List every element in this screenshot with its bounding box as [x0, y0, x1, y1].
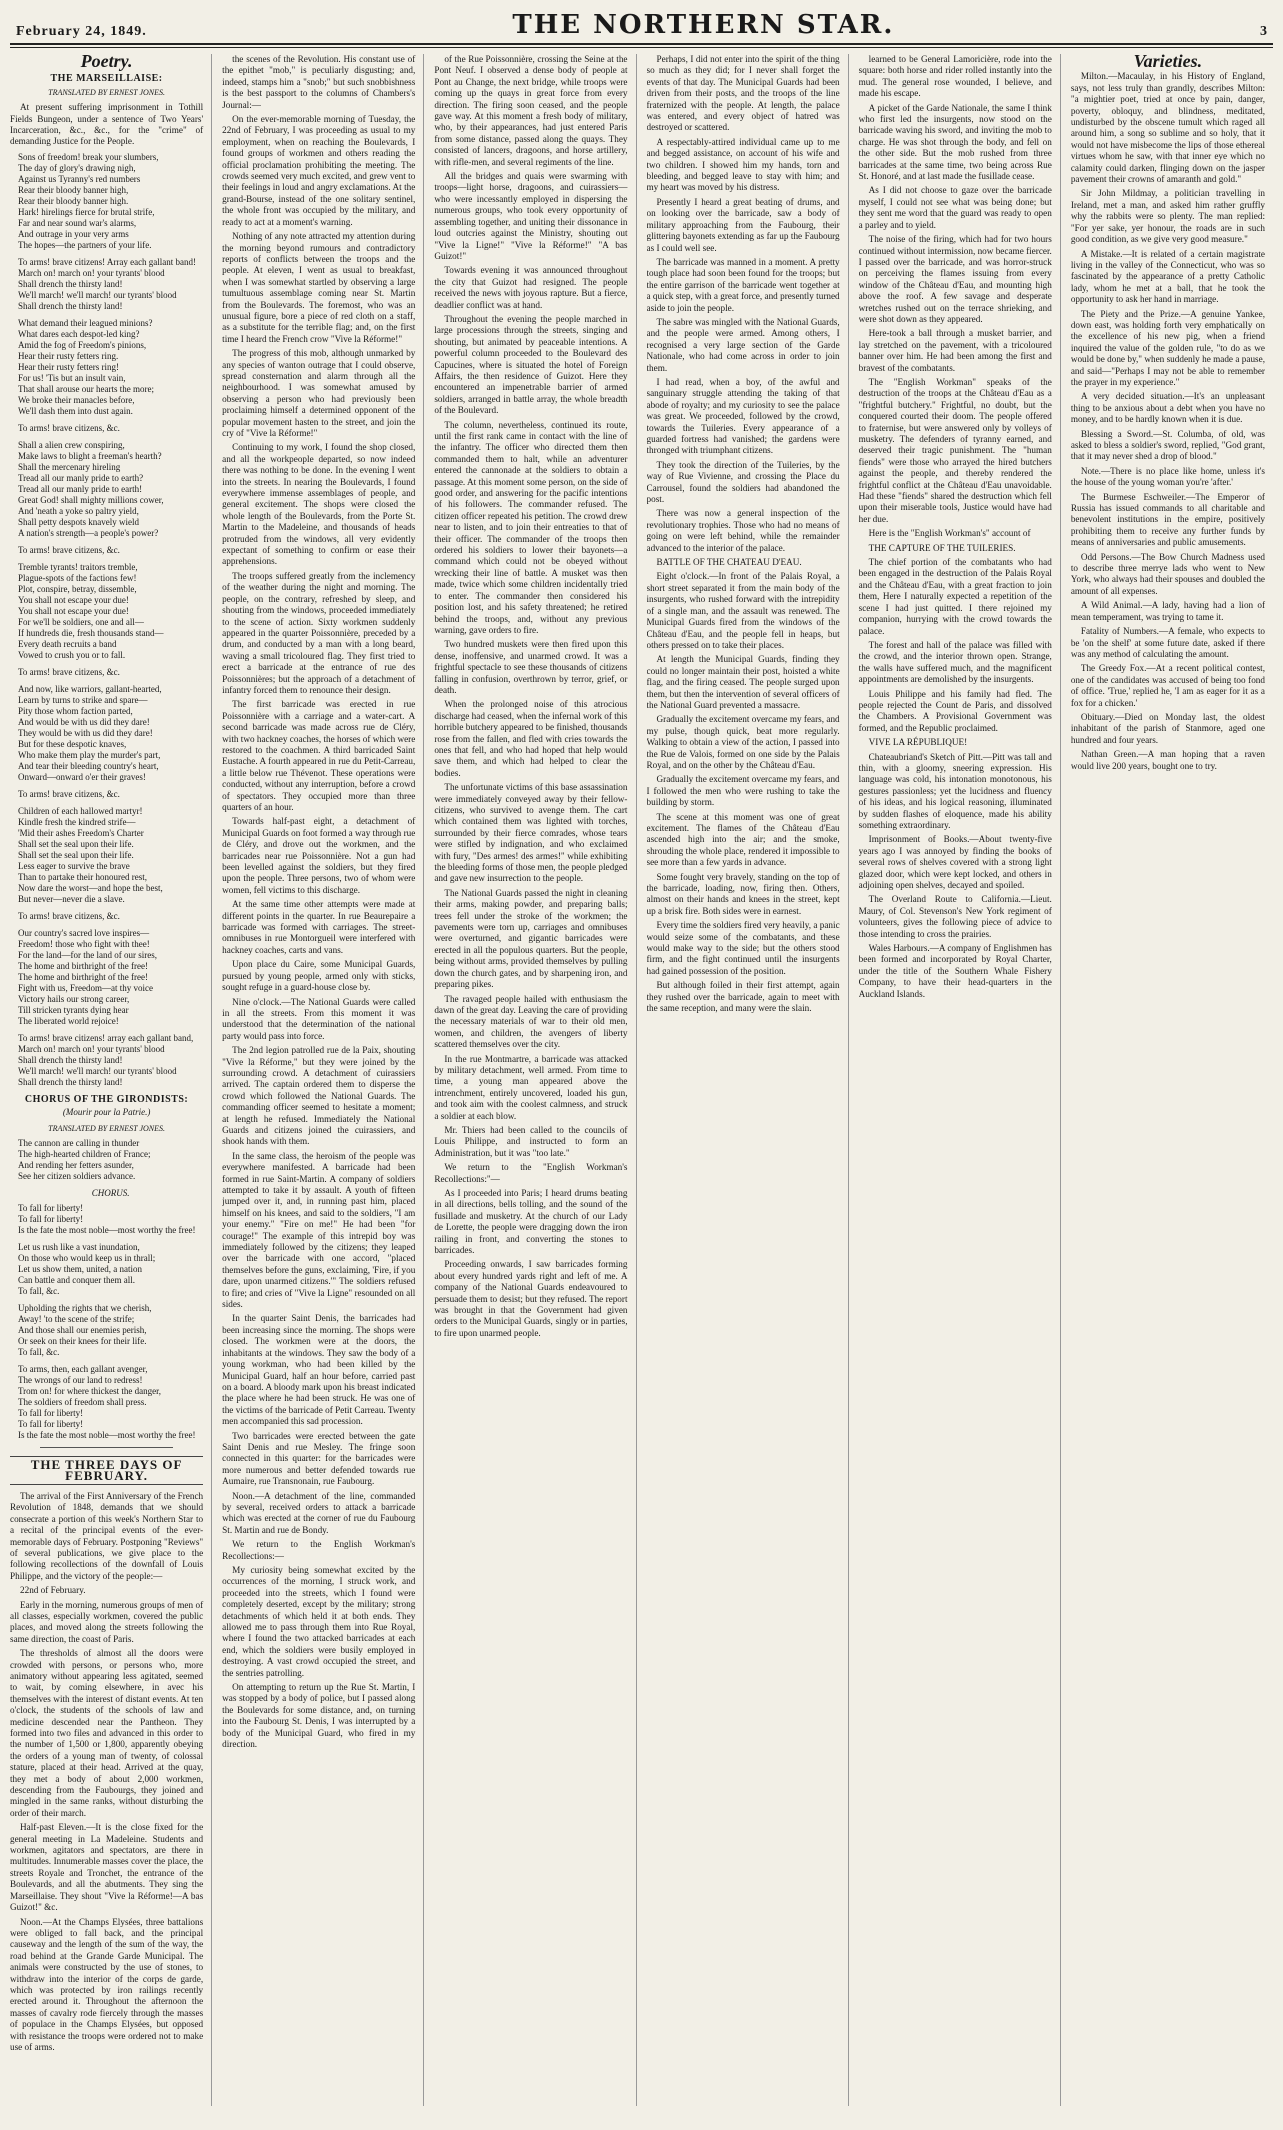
poem-line: Children of each hallowed martyr! — [18, 805, 143, 816]
poem-line: To arms! brave citizens, &c. — [18, 788, 120, 799]
columns — [10, 54, 1273, 2106]
poem-stanza — [18, 545, 203, 556]
paragraph: In the rue Montmartre, a barricade was attacked by military detachment, well armed. From time to time, a young man appeared above the intrenchment, entirely uncovered, loaded his gun, and took aim with the coolest calmness, and struck a soldier at each blow. — [434, 1053, 628, 1121]
paragraph: As I did not choose to gaze over the barricade myself, I could not see what was being done; but they sent me word that the guard was ready to open a parley and to yield. — [858, 185, 1052, 230]
poem-line: And tear their bleeding country's heart, — [18, 760, 159, 771]
poem-line: Rear their bloody banner high. — [18, 195, 129, 206]
poem-line: Victory hails our strong career, — [18, 993, 130, 1004]
poem-line: The home and birthright of the free! — [18, 960, 148, 971]
paragraph: The Overland Route to California.—Lieut. Maury, of Col. Stevenson's New York regiment of volunteers, gives the following piece of advice to those intending to cross the prairies. — [858, 894, 1052, 939]
poem-line: Less eager to survive the brave — [18, 860, 130, 871]
poem-line: Shall drench the thirsty land! — [18, 1076, 123, 1087]
paragraph: The forest and hall of the palace was filled with the crowd, and the interior thrown open. Strange, the walls have suffered much, and the magnificent appointments are demolished by the insurgents. — [858, 639, 1052, 685]
paragraph: When the prolonged noise of this atrocious discharge had ceased, when the infernal work of this horrible butchery appeared to be finished, thousands rose from the fallen, and fled with cries towards the ones that fell, and who had hoped that help would save them, and which had helped to clear the bodies. — [434, 699, 628, 778]
paragraph: The Piety and the Prize.—A genuine Yankee, down east, was holding forth very emphatically on the excellence of his new pig, when a friend inquired the value of the golden rule, "to do as we would be done by," when suddenly he made a pause, and said—"Perhaps I may not be able to remember the prayer in my experience." — [1070, 308, 1265, 387]
poem-intro: At present suffering imprisonment in Tothill Fields Bungeon, under a sentence of Two Years' Incarceration, &c., &c., for the "crime" of demanding Justice for the People. — [10, 102, 204, 147]
poem-line: Hark! hirelings fierce for brutal strife, — [18, 206, 155, 217]
column-2 — [222, 54, 424, 2106]
poem-line: The soldiers of freedom shall press. — [18, 1397, 147, 1408]
poem-line: To fall for liberty! — [18, 1408, 84, 1419]
paragraph: Nathan Green.—A man hoping that a raven would live 200 years, bought one to try. — [1070, 749, 1265, 771]
poem-line: Can battle and conquer them all. — [18, 1275, 135, 1286]
poem-line: Shall a alien crew conspiring, — [18, 439, 125, 450]
paragraph: The ravaged people hailed with enthusiasm the dawn of the great day. Leaving the care of providing the necessary materials of war to their old men, women, and children, the avengers of liberty scattered themselves over the city. — [434, 993, 628, 1050]
varieties-heading: Varieties. — [1133, 54, 1203, 71]
paragraph: My curiosity being somewhat excited by the occurrences of the morning, I struck work, and proceeded into the streets, which I found were completely deserted, except by the military; strong detachments of which held it at both ends. They allowed me to pass through them into Rue Royal, where I found the two attacked barricades at each end, which the soldiers were busily employed in destroying. A vast crowd occupied the street, and the sentries patrolling. — [222, 1565, 416, 1678]
poem-stanza — [18, 423, 203, 434]
poem-line: Hear their rusty fetters ring. — [18, 350, 119, 361]
paragraph: In the same class, the heroism of the people was everywhere manifested. A barricade had been formed in rue Saint-Martin. A company of soldiers attempted to take it by assault. A youth of fifteen jumped over it, and, in running past him, placed himself on his knees, and said to the soldiers, "I am your enemy." "Fire on me!" He had been "for courage!" The example of this intrepid boy was immediately followed by the citizens; they leaped over the barricade with one accord, "placed themselves before the guns, exclaiming, 'Fire, if you dare, upon unarmed citizens.'" The soldiers refused to fire; and cries of "Vive la Ligne" resounded on all sides. — [222, 1150, 416, 1310]
paragraph: Some fought very bravely, standing on the top of the barricade, loading, now, firing then. Others, almost on their hands and knees in the street, kept up a brisk fire. Both sides were in earnest. — [646, 871, 840, 916]
poem-line: And 'neath a yoke so paltry yield, — [18, 505, 139, 516]
poem-line: Till stricken tyrants dying hear — [18, 1004, 129, 1015]
column-5 — [859, 54, 1061, 2106]
paragraph: VIVE LA RÉPUBLIQUE! — [868, 737, 968, 748]
poem-line: The hopes—the partners of your life. — [18, 239, 152, 250]
paragraph: The chief portion of the combatants who had been engaged in the destruction of the Palais Royal and the Château d'Eau, with a great fraction to join them, Here I naturally expected a repetition of the scene I had just quitted. I there rejoined my companion, hurrying with the crowd towards the palace. — [858, 557, 1052, 636]
paragraph: The progress of this mob, although unmarked by any species of wanton outrage that I could observe, spread consternation and alarm through all the neighbourhood. I was somewhat amused by observing a person who had previously been proclaiming himself a determined opponent of the popular movement hasten to the street, and join the cry of "Vive la Réforme!" — [222, 348, 416, 438]
paragraph: We return to the "English Workman's Recollections:"— — [434, 1162, 628, 1184]
poem-line: Shall drench the thirsty land! — [18, 278, 123, 289]
poem-line: To arms! brave citizens! Array each gallant band! — [18, 256, 197, 267]
paragraph: At the same time other attempts were made at different points in the quarter. In rue Beaurepaire a barricade was formed with carriages. The street-omnibuses in rue Montorgueil were interfered with hackney coaches, carts and vans. — [222, 899, 416, 955]
poem-line: To arms! brave citizens, &c. — [18, 544, 120, 555]
poem-line: Is the fate the most noble—most worthy the free! — [18, 1430, 196, 1441]
poem-stanza — [18, 789, 203, 800]
poem-line: Shall set the seal upon their life. — [18, 849, 134, 860]
article-title: THE THREE DAYS OF FEBRUARY. — [10, 1456, 203, 1485]
paragraph: Nine o'clock.—The National Guards were called in all the streets. From this moment it was understood that the determination of the national party would pass into force. — [222, 996, 416, 1041]
poem-line: Plague-spots of the factions few! — [18, 572, 137, 583]
paragraph: The scene at this moment was one of great excitement. The flames of the Château d'Eau ascended high into the air; and the smoke, shrouding the whole place, rendered it impossible to see more than a few yards in advance. — [646, 811, 840, 868]
paragraph: of the Rue Poissonnière, crossing the Seine at the Pont Neuf. I observed a dense body of people at Pont au Change, the next bridge, while troops were coming up the quays in great force from every direction. The firing soon ceased, and the people gave way. At this moment a fresh body of military, who, by their appearances, had just entered Paris from some distance, passed along the quays. They consisted of lancers, dragoons, and horse artillery, with rifle-men, and several regiments of the line. — [434, 54, 628, 167]
paragraph: Here-took a ball through a musket barrier, and lay stretched on the pavement, with a tricoloured banner over him. He had been among the first and bravest of the combatants. — [858, 328, 1052, 373]
poem-line: Shall the mercenary hireling — [18, 461, 121, 472]
paragraph: Note.—There is no place like home, unless it's the house of the young woman you're 'after.' — [1070, 465, 1265, 488]
poem-line: See her citizen soldiers advance. — [18, 1171, 136, 1182]
paragraph: The Greedy Fox.—At a recent political contest, one of the candidates was accused of being too fond of office. 'True,' replied he, 'I am as eager for it as a fox for a chicken.' — [1070, 663, 1265, 708]
paragraph: A picket of the Garde Nationale, the same I think who first led the insurgents, now stood on the barricade waving his sword, and inviting the mob to charge. He was shot through the body, and fell on the other side. But the mob rushed from three barricades at the same time, two being across Rue St. Honoré, and at last made the fusillade cease. — [858, 102, 1052, 182]
poem-stanza — [18, 806, 203, 905]
poem-stanza — [18, 928, 203, 1027]
poetry-heading: Poetry. — [80, 54, 133, 71]
poem-stanza — [18, 257, 203, 312]
poem-line: Upholding the rights that we cherish, — [18, 1303, 152, 1314]
column-6 — [1071, 54, 1273, 2106]
paragraph: A very decided situation.—It's an unpleasant thing to be anxious about a debt when you have no money, and to be hardly known when it is due. — [1070, 391, 1265, 425]
poem-line: You shall not escape your due! — [18, 605, 129, 616]
paragraph: Fatality of Numbers.—A female, who expects to be 'on the shelf' at some future date, asked if there was any method of calculating the amount. — [1070, 626, 1265, 659]
poem2-subtitle: (Mourir pour la Patrie.) — [62, 1107, 151, 1118]
poem-line: Make laws to blight a freeman's hearth? — [18, 450, 162, 461]
newspaper-page — [10, 10, 1273, 2110]
poem-marseillaise — [18, 152, 203, 1088]
paragraph: Towards half-past eight, a detachment of Municipal Guards on foot formed a way through rue de Cléry, and drove out the workmen, and the barricades near rue Poissonnière. Not a gun had been levelled against the soldiers, but they fired upon the people. Three persons, two of whom were women, fell victims to this discharge. — [222, 816, 416, 895]
column-1 — [10, 54, 212, 2106]
poem-line: Away! 'to the scene of the strife; — [18, 1314, 135, 1325]
poem-line: Tread all our manly pride to earth! — [18, 483, 143, 494]
varieties-body — [1071, 71, 1265, 772]
paragraph: The National Guards passed the night in cleaning their arms, making powder, and preparing balls; trees fell under the stroke of the workmen; the pavements were torn up, carriages and omnibuses were overturned, and gigantic barricades were erected in all the populous quarters. But the people, being without arms, provided themselves by pulling down the church gates, and by sharpening iron, and preparing pikes. — [434, 887, 628, 990]
paragraph: The troops suffered greatly from the inclemency of the weather during the night and morning. The people, on the contrary, refreshed by sleep, and shouting from the windows, proceeded immediately to the scene of action. Sixty workmen suddenly appeared in the quarter Poissonnière, preceded by a drum, and conducted by a man with a long beard, waving a small tricoloured flag. They first tried to erect a barricade at the entrance of rue des Poissonnières; but the approach of a detachment of infantry forced them to renounce their design. — [222, 570, 416, 695]
poem-line: For the land—for the land of our sires, — [18, 949, 157, 960]
newspaper-title: THE NORTHERN STAR. — [512, 10, 895, 40]
poem-line: And those shall our enemies perish, — [18, 1325, 147, 1336]
poem-line: Shall set the seal upon their life. — [18, 838, 134, 849]
paragraph: the scenes of the Revolution. His constant use of the epithet "mob," is peculiarly disgusting; and, indeed, stamps him a "snob;" but such snobbishness is the best passport to the columns of Chambers's Journal:— — [222, 54, 416, 110]
poem-line: Vowed to crush you or to fall. — [18, 649, 126, 660]
poem-stanza — [18, 1033, 203, 1088]
paragraph: Imprisonment of Books.—About twenty-five years ago I was annoyed by finding the books of several rows of shelves covered with a strong light glazed door, which were kept locked, and others in adjoining open shelves, decayed and spoiled. — [858, 834, 1052, 891]
poem-line: Rear their bloody banner high, — [18, 184, 129, 195]
poem-line: Kindle fresh the kindred strife— — [18, 816, 136, 827]
poem-line: What demand their leagued minions? — [18, 317, 153, 328]
paragraph: On the ever-memorable morning of Tuesday, the 22nd of February, I was proceeding as usual to my employment, when on reaching the Boulevards, I found groups of workmen and others reading the official proclamation prohibiting the meeting. The crowds seemed very much excited, and grew vent to their feelings in loud and angry exclamations. At the grand-Bourse, instead of the one solitary sentinel, the whole front was occupied by the military, and ready to act at a moment's warning. — [222, 114, 416, 227]
poem-line: You shall not escape your due! — [18, 594, 129, 605]
column-3 — [434, 54, 636, 2106]
paragraph: At length the Municipal Guards, finding they could no longer maintain their post, hoisted a white flag, and the firing ceased. The people surged upon them, but then the intervention of several officers of the National Guard prevented a massacre. — [646, 654, 840, 710]
paragraph: Upon place du Caire, some Municipal Guards, pursued by young people, armed only with sticks, sought refuge in a guard-house close by. — [222, 959, 416, 993]
poem-line: March on! march on! your tyrants' blood — [18, 1043, 165, 1054]
poem-line: Shall drench the thirsty land! — [18, 1054, 123, 1065]
poem-line: Shall petty despots knavely wield — [18, 516, 139, 527]
divider — [40, 1447, 173, 1448]
paragraph: The barricade was manned in a moment. A pretty tough place had soon been found for the troops; but the entire garrison of the barricade went together at a quick step, with a great force, and presently turned aside to join the people. — [646, 256, 840, 313]
poem-line: Onward—onward o'er their graves! — [18, 771, 146, 782]
column-4 — [647, 54, 849, 2106]
paragraph: The unfortunate victims of this base assassination were immediately conveyed away by their fellow-citizens, who survived to avenge them. The cart which contained them was lighted with torches, surrounded by their fierce comrades, whose tears were stifled by indignation, and who exclaimed with fury, "Des armes! des armes!" while exhibiting the bleeding forms of those men, the people pledged and gave new insurrection to the people. — [434, 782, 628, 884]
poem-line: The home and birthright of the free! — [18, 971, 148, 982]
poem-line: But for these despotic knaves, — [18, 738, 127, 749]
poem-line: Amid the fog of Freedom's pinions, — [18, 339, 147, 350]
poem-line: For us! 'Tis but an insult vain, — [18, 372, 126, 383]
poem-line: And now, like warriors, gallant-hearted, — [18, 683, 162, 694]
paragraph: In the quarter Saint Denis, the barricades had been increasing since the morning. The shops were closed. The workmen were at the doors, the inhabitants at the windows. They saw the body of a young workman, who had been killed by the Municipal Guard, half an hour before, carried past on a board. A bloody mark upon his breast indicated the place where he had been struck. He was one of the victims of the barricade of Petit Carreau. Twenty men accompanied this sad procession. — [222, 1313, 416, 1427]
poem-stanza — [18, 562, 203, 661]
paragraph: 22nd of February. — [20, 1585, 86, 1596]
poem-line: The cannon are calling in thunder — [18, 1138, 140, 1149]
paragraph: We return to the English Workman's Recollections:— — [222, 1539, 416, 1561]
poem-line: Far and near sound war's alarms, — [18, 217, 137, 228]
poem2-body — [18, 1138, 203, 1441]
paragraph: Continuing to my work, I found the shop closed, and all the workpeople departed, so now indeed there was nothing to be done. In the evening I went into the streets. In nearing the Boulevards, I found everywhere immense assemblages of people, and general excitement. The shops were closed the whole length of the Boulevards, from the Porte St. Martin to the Madeleine, and thousands of heads protruded from the windows, all very evidently expectant of something to confirm or ease their apprehensions. — [222, 442, 416, 567]
paragraph: All the bridges and quais were swarming with troops—light horse, dragoons, and cuirassiers—who were incessantly employed in dispersing the numerous groups, who took every opportunity of assembling together, and uniting their dissonance in loud outcries against the Ministry, shouting out "Vive la Ligne!" "Vive la Réforme!" "A bas Guizot!" — [434, 171, 628, 261]
paragraph: Presently I heard a great beating of drums, and on looking over the barricade, saw a body of military approaching from the Faubourg, their glittering bayonets extending as far up the Faubourg as I could well see. — [646, 196, 840, 253]
poem-stanza — [18, 440, 203, 539]
poem-line: Every death recruits a band — [18, 638, 117, 649]
paragraph: Perhaps, I did not enter into the spirit of the thing so much as they did; for I never shall forget the events of that day. The Municipal Guards had been driven from their posts, and the troops of the line fraternized with the people. At length, the palace was entered, and every object of hatred was destroyed or scattered. — [646, 54, 840, 133]
poem2-chorus — [18, 1203, 203, 1236]
chorus-label: CHORUS. — [91, 1188, 130, 1199]
poem-line: Against us Tyranny's red numbers — [18, 173, 141, 184]
poem-byline: TRANSLATED BY ERNEST JONES. — [48, 87, 166, 97]
poem-line: To fall for liberty! — [18, 1203, 84, 1214]
poem-line: They would be with us did they dare! — [18, 727, 153, 738]
paragraph: Every time the soldiers fired very heavily, a panic would seize some of the combatants, and these would make way to the side; but the others stood firm, and the fight continued until the insurgents had gained possession of the position. — [646, 920, 840, 976]
paragraph: On attempting to return up the Rue St. Martin, I was stopped by a body of police, but I passed along the Boulevards for some distance, and, on turning into the Faubourg St. Denis, I was interrupted by a body of the Municipal Guard, who fired in my direction. — [222, 1682, 416, 1750]
poem-line: To fall, &c. — [18, 1286, 60, 1297]
paragraph: Obituary.—Died on Monday last, the oldest inhabitant of the parish of Stanmore, aged one hundred and four years. — [1070, 711, 1265, 745]
poem-line: March on! march on! your tyrants' blood — [18, 267, 165, 278]
paragraph: Proceeding onwards, I saw barricades forming about every hundred yards right and left of me. A company of the National Guards endeavoured to persuade them to desist; but they refused. The report was brought in that the Government had given orders to the Municipal Guards, singly or in parties, to fire upon unarmed people. — [434, 1259, 628, 1338]
poem-line: We'll march! we'll march! our tyrants' blood — [18, 1065, 177, 1076]
paragraph: The sabre was mingled with the National Guards, and the people were armed. Among others, I recognised a very large section of the Garde Nationale, who had come across in order to join them. — [646, 316, 840, 373]
paragraph: Noon.—At the Champs Elysées, three battalions were obliged to fall back, and the principal causeway and the length of the sum of the way, the road behind at the Grande Garde Municipal. The animals were constructed by the use of stones, to withdraw into the interior of the corps de garde, which was protected by iron railings recently erected around it. Throughout the afternoon the masses of cavalry rode fiercely through the masses of populace in the Champs Elysées, but opposed with resistance the troops were ordered not to make use of arms. — [10, 1916, 204, 2052]
poem-line: 'Mid their ashes Freedom's Charter — [18, 827, 144, 838]
poem-line: To fall for liberty! — [18, 1419, 84, 1430]
poem-line: On those who would keep us in thrall; — [18, 1253, 156, 1264]
poem-line: Pity those whom faction parted, — [18, 705, 133, 716]
poem-line: Learn by turns to strike and spare— — [18, 694, 148, 705]
poem-line: Now dare the worst—and hope the best, — [18, 882, 163, 893]
poem-line: To arms! brave citizens, &c. — [18, 910, 120, 921]
paragraph: The arrival of the First Anniversary of the French Revolution of 1848, demands that we should consecrate a portion of this week's Northern Star to a recital of the principal events of the ever-memorable days of February. Postponing "Reviews" of several publications, we give place to the following recollections of the downfall of Louis Philippe, and the victory of the people:— — [10, 1490, 204, 1581]
paragraph: Milton.—Macaulay, in his History of England, says, not less truly than grandly, describes Milton: "a mightier poet, tried at once by pain, danger, poverty, obloquy, and blindness, meditated, undisturbed by the obscene tumult which raged all around him, a song so sublime and so holy, that it would not have misbecome the lips of those ethereal virtues whom he saw, with that inner eye which no calamity could darken, flinging down on the jasper pavement their crowns of amaranth and gold." — [1070, 71, 1265, 185]
poem-line: To fall, &c. — [18, 1347, 60, 1358]
poem-line: Trom on! for where thickest the danger, — [18, 1386, 162, 1397]
paragraph: The "English Workman" speaks of the destruction of the troops at the Château d'Eau as a "frightful butchery." Frightful, no doubt, but the conquered courted their doom. The people offered to fraternise, but were answered only by volleys of musketry. The defenders of tyranny earned, and deserved their tragic punishment. The "human fiends" were those who arrayed the hired butchers against the people, and thereby rendered the frightful conflict at the Château d'Eau unavoidable. Had these "fiends" shared the destruction which fell upon their miserable tools, Justice would have had her due. — [858, 376, 1052, 524]
poem-line: We'll march! we'll march! our tyrants' blood — [18, 289, 177, 300]
poem-line: And rending her fetters asunder, — [18, 1160, 134, 1171]
poem-line: Let us show them, united, a nation — [18, 1264, 142, 1275]
paragraph: Nothing of any note attracted my attention during the morning beyond rumours and contradictory reports of conflicts between the troops and the people. At eleven, I went as usual to breakfast, when I was somewhat startled by observing a large tumultuous assemblage coming near St. Martin from the Boulevards. The foremost, who was an unusual figure, bore a piece of red cloth on a staff, as a substitute for the terrible flag; and, on the first time I heard the French crow "Vive la Réforme!" — [222, 231, 416, 344]
poem-title: THE MARSEILLAISE: — [50, 73, 163, 85]
poem-line: If hundreds die, fresh thousands stand— — [18, 627, 164, 638]
issue-date: February 24, 1849. — [16, 24, 147, 39]
poem-line: We broke their manacles before, — [18, 394, 135, 405]
paragraph: I had read, when a boy, of the awful and sanguinary struggle attending the taking of that abode of royalty; and my curiosity to see the palace was great. We proceeded, followed by the crowd, towards the Tuileries. Every appearance of a guarded fortress had vanished; the gardens were thronged with triumphant citizens. — [646, 376, 840, 456]
paragraph: Wales Harbours.—A company of Englishmen has been formed and incorporated by Royal Charter, under the title of the Southern Whale Fishery Company, to have their head-quarters in the Auckland Islands. — [858, 943, 1052, 999]
paragraph: There was now a general inspection of the revolutionary trophies. Those who had no means of going on were left behind, while the remainder advanced to the interior of the palace. — [646, 508, 840, 553]
paragraph: Blessing a Sword.—St. Columba, of old, was asked to bless a soldier's sword, replied, "God grant, that it may never shed a drop of blood." — [1070, 428, 1265, 462]
poem-line: Let us rush like a vast inundation, — [18, 1242, 140, 1253]
paragraph: But although foiled in their first attempt, again they rushed over the barricade, again to meet with the same reception, and many were the slain. — [646, 980, 840, 1014]
paragraph: Here is the "English Workman's" account of — [868, 528, 1031, 539]
paragraph: The first barricade was erected in rue Poissonnière with a carriage and a water-cart. A second barricade was made across rue de Cléry, with two hackney coaches, the horses of which were restored to the coachmen. A third barricaded Saint Eustache. A fourth appeared in rue du Petit-Carreau, a little below rue Thévenot. These operations were conducted, without any interruption, before a crowd of spectators. They occupied more than three quarters of an hour. — [222, 699, 416, 812]
poem-line: We'll dash them into dust again. — [18, 405, 133, 416]
paragraph: A Wild Animal.—A lady, having had a lion of mean temperament, was trying to tame it. — [1070, 600, 1265, 622]
masthead-rule — [10, 47, 1273, 48]
paragraph: A respectably-attired individual came up to me and begged assistance, on account of his wife and two children. I showed him my hands, torn and bleeding, and begged leave to stay with him; and my heart was moved by his distress. — [646, 136, 840, 193]
paragraph: Half-past Eleven.—It is the close fixed for the general meeting in La Madeleine. Students and workmen, agitators and spectators, are there in multitudes. Innumerable masses cover the place, the streets Royale and Tronchet, the entrance of the Boulevards, and all the abutments. They sing the Marseillaise. They shout "Vive la Réforme!—A bas Guizot!" &c. — [10, 1822, 204, 1913]
poem2-stanza — [18, 1138, 203, 1182]
paragraph: Mr. Thiers had been called to the councils of Louis Philippe, and instructed to form an Administration, but it was "too late." — [434, 1124, 628, 1158]
poem-line: That shall arouse our hearts the more; — [18, 383, 154, 394]
poem-line: The day of glory's drawing nigh, — [18, 162, 136, 173]
paragraph: Odd Persons.—The Bow Church Madness used to describe three merrye lads who went to New York, who always had their spouses and doubled the amount of all expenses. — [1070, 551, 1265, 596]
poem-line: To arms, then, each gallant avenger, — [18, 1364, 148, 1375]
paragraph: They took the direction of the Tuileries, by the way of Rue Vivienne, and crossing the Place du Carrousel, found the soldiers had abandoned the post. — [646, 459, 840, 505]
article-body — [10, 1491, 203, 2054]
poem-stanza — [18, 318, 203, 417]
page-number: 3 — [1260, 24, 1267, 39]
poem-line: Is the fate the most noble—most worthy the free! — [18, 1225, 196, 1236]
poem-line: What dares each despot-led king? — [18, 328, 140, 339]
poem-stanza — [18, 684, 203, 783]
poem-stanza — [18, 911, 203, 922]
paragraph: The Burmese Eschweiler.—The Emperor of Russia has issued commands to all charitable and benevolent institutions in the empire, positively prohibiting them to receive any further funds by means of anniversaries and public amusements. — [1070, 491, 1265, 548]
paragraph: Sir John Mildmay, a politician travelling in Ireland, met a man, and asked him rather gruffly why the rabbits were so plenty. The man replied: "For yer sake, yer honour, the roads are in such good condition, as we give very good measure." — [1070, 188, 1265, 245]
poem-line: Tremble tyrants! traitors tremble, — [18, 561, 138, 572]
paragraph: Gradually the excitement overcame my fears, and my pulse, though quick, beat more regularly. Walking to obtain a view of the action, I passed into the Rue de Valois, formed on one side by the Palais Royal, and on the other by the Château d'Eau. — [646, 714, 840, 770]
poem-line: The wrongs of our land to redress! — [18, 1375, 143, 1386]
poem-line: Who make them play the murder's part, — [18, 749, 161, 760]
paragraph: A Mistake.—It is related of a certain magistrate living in the valley of the Connecticut, who was so fascinated by the appearance of a pretty Catholic lady, whom he met at a ball, that he took the opportunity to ask her hand in marriage. — [1070, 248, 1265, 305]
poem-line: Freedom! those who fight with thee! — [18, 938, 150, 949]
poem2-stanza — [18, 1303, 203, 1358]
poem-line: For we'll be soldiers, one and all— — [18, 616, 144, 627]
paragraph: BATTLE OF THE CHATEAU D'EAU. — [656, 557, 802, 568]
paragraph: Throughout the evening the people marched in large processions through the streets, singing and shouting, but animated by peaceable intentions. A powerful column proceeded to the Boulevard des Capucines, where is situated the hotel of Foreign Affairs, the then residence of Guizot. Here they encountered an impenetrable barrier of armed soldiers, arranged in battle array, the whole breadth of the Boulevard. — [434, 313, 628, 416]
paragraph: learned to be General Lamoricière, rode into the square: both horse and rider rolled instantly into the mud. The general rose wounded, I believe, and made his escape. — [858, 54, 1052, 99]
paragraph: THE CAPTURE OF THE TUILERIES. — [868, 542, 1016, 553]
poem-line: To arms! brave citizens! array each gallant band, — [18, 1032, 194, 1043]
poem-line: Shall drench the thirsty land! — [18, 300, 123, 311]
poem-line: To arms! brave citizens, &c. — [18, 422, 120, 433]
poem-line: Our country's sacred love inspires— — [18, 927, 150, 938]
paragraph: The thresholds of almost all the doors were crowded with persons, or persons who, more animatory without appearing less agitated, seemed to wait, by coming elsewhere, in avec his themselves with the interest of distant events. At ten o'clock, the students of the schools of law and medicine descended near the Pantheon. They formed into two files and advanced in this order to the number of 1,500 or 1,800, apparently obeying the orders of a young man of twenty, of colossal stature, placed at their head. Arrived at the quay, they met a body of about 2,000 workmen, descending from the Faubourgs, they joined and mingled in the same ranks, without disturbing the order of their march. — [10, 1648, 204, 1818]
poem-line: And would be with us did they dare! — [18, 716, 150, 727]
paragraph: Towards evening it was announced throughout the city that Guizot had resigned. The people received the news with joyous rapture. But a fierce, deadlier conflict was at hand. — [434, 265, 628, 310]
poem-line: Than to partake their honoured rest, — [18, 871, 147, 882]
masthead — [10, 10, 1273, 45]
paragraph: Two hundred muskets were then fired upon this dense, inoffensive, and unarmed crowd. It was a frightful spectacle to see these thousands of citizens falling in confusion, overthrown by terror, grief, or death. — [434, 639, 628, 695]
poem-line: Great God! shall mighty millions cower, — [18, 494, 164, 505]
paragraph: Louis Philippe and his family had fled. The people rejected the Count de Paris, and dissolved the Chambers. A Provisional Government was formed, and the Republic proclaimed. — [858, 688, 1052, 733]
poem-line: To arms! brave citizens, &c. — [18, 666, 120, 677]
poem-line: Hear their rusty fetters ring! — [18, 361, 119, 372]
poem2-stanza — [18, 1364, 203, 1441]
poem-stanza — [18, 667, 203, 678]
poem-line: And outrage in your very arms — [18, 228, 129, 239]
poem2-title: CHORUS OF THE GIRONDISTS: — [24, 1093, 189, 1105]
poem-line: To fall for liberty! — [18, 1214, 84, 1225]
paragraph: As I proceeded into Paris; I heard drums beating in all directions, bells tolling, and the sound of the fusillade and musketry. At the church of our Lady de Lorette, the people were dragging down the iron railing in front, and converting the stones to barricades. — [434, 1188, 628, 1256]
paragraph: Early in the morning, numerous groups of men of all classes, especially workmen, covered the public places, and moved along the streets following the same direction, the coast of Paris. — [10, 1599, 204, 1644]
poem-stanza — [18, 152, 203, 251]
poem-line: Plot, conspire, betray, dissemble, — [18, 583, 137, 594]
paragraph: Eight o'clock.—In front of the Palais Royal, a short street separated it from the main body of the insurgents, who rushed forward with the intrepidity of a single man, and the assault was renewed. The Municipal Guards fired from the windows of the Château d'Eau, and the people fell in heaps, but others pressed on to take their places. — [646, 571, 840, 650]
poem-line: But never—never die a slave. — [18, 893, 125, 904]
paragraph: Noon.—A detachment of the line, commanded by several, received orders to attack a barricade which was erected at the corner of rue du Faubourg St. Martin and rue de Bondy. — [222, 1490, 416, 1535]
paragraph: Chateaubriand's Sketch of Pitt.—Pitt was tall and thin, with a gloomy, sneering expression. His language was cold, his intonation monotonous, his gestures passionless; yet the lucidness and fluency of his ideas, and his logical reasoning, illuminated by sudden flashes of eloquence, made his ability something extraordinary. — [858, 751, 1052, 830]
poem-line: A nation's strength—a people's power? — [18, 527, 159, 538]
poem-line: Tread all our manly pride to earth? — [18, 472, 144, 483]
paragraph: The 2nd legion patrolled rue de la Paix, shouting "Vive la Réforme," but they were joined by the surrounding crowd. A detachment of cuirassiers arrived. The captain ordered them to disperse the crowd which followed the National Guards. The commanding officer seemed to hesitate a moment; at length he refused. Immediately the National Guards and citizens joined the cuirassiers, and shook hands with them. — [222, 1045, 416, 1147]
poem-line: The liberated world rejoice! — [18, 1015, 119, 1026]
paragraph: Two barricades were erected between the gate Saint Denis and rue Mesley. The fringe soon connected in this quarter: for the barricades were more numerous and better defended towards rue Aumaire, rue Transnonain, rue Faubourg. — [222, 1430, 416, 1487]
poem2-byline: TRANSLATED BY ERNEST JONES. — [48, 1123, 166, 1133]
poem-line: Sons of freedom! break your slumbers, — [18, 151, 159, 162]
poem-line: Or seek on their knees for their life. — [18, 1336, 147, 1347]
paragraph: Gradually the excitement overcame my fears, and I followed the men who were rushing to take the building by storm. — [646, 774, 840, 808]
paragraph: The column, nevertheless, continued its route, until the first rank came in contact with the line of the infantry. The officer who directed them then commanded them to halt, while an adventurer entered the cannonade at the soldiers to obtain a passage. At this moment some person, on the side of good order, and answering for the pacific intentions of his followers. The commander refused. The citizen officer repeated his petition. The crowd drew near to listen, and to join their entreaties to that of their officer. The commander of the troops then ordered his soldiers to lower their bayonets—a command which could not be obeyed without wrecking their line of battle. A musket was then made, twice which some children incidentally tried to enter. The commander then considered his position lost, and his safety threatened; he retired behind the troops, and, without any previous warning, gave orders to fire. — [434, 419, 628, 635]
poem2-stanza — [18, 1242, 203, 1297]
poem-line: Fight with us, Freedom—at thy voice — [18, 982, 153, 993]
paragraph: The noise of the firing, which had for two hours continued without intermission, now became fiercer. I passed over the barricade, and was horror-struck on perceiving the flames issuing from every window of the Château d'Eau, and mounting high above the roof. A few savage and desperate wretches rushed out on the terrace shrieking, and were shot down as they appeared. — [858, 234, 1052, 324]
poem-line: The high-hearted children of France; — [18, 1149, 151, 1160]
